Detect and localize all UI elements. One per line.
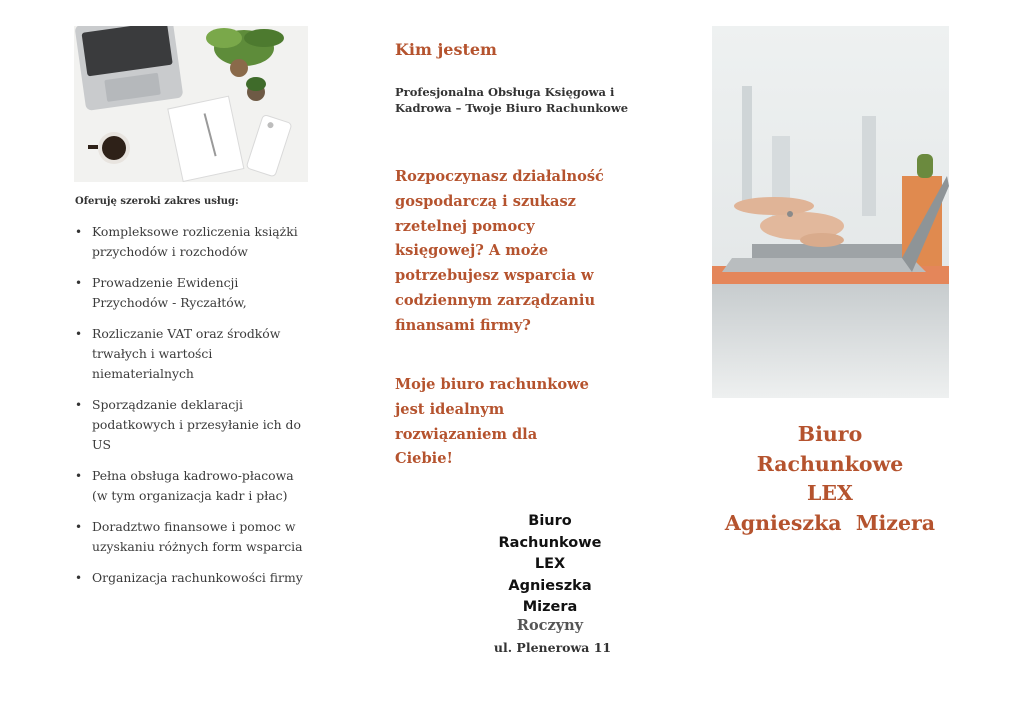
desk-illustration (74, 26, 308, 182)
services-heading: Oferuję szeroki zakres usług: (75, 196, 239, 207)
desk-photo (74, 26, 308, 182)
list-item: • Prowadzenie Ewidencji Przychodów - Ryczałtów, (75, 273, 305, 313)
list-item: • Pełna obsługa kadrowo-płacowa (w tym organizacja kadr i płac) (75, 466, 305, 506)
cover-title-line: LEX (807, 481, 853, 505)
office-street: ul. Plenerowa 11 (493, 640, 612, 655)
office-line: Agnieszka (508, 577, 592, 594)
laptop-photo (712, 26, 949, 398)
office-line: Biuro (528, 513, 572, 529)
cover-title-line: Biuro (797, 422, 863, 446)
list-item: • Kompleksowe rozliczenia książki przychodów i rozchodów (75, 222, 305, 262)
laptop-illustration (712, 26, 949, 398)
list-item: • Rozliczanie VAT oraz środków trwałych i wartości niematerialnych (75, 324, 305, 384)
about-subtitle: Profesjonalna Obsługa Księgowa i Kadrowa – Twoje Biuro Rachunkowe (395, 85, 629, 115)
list-item: • Sporządzanie deklaracji podatkowych i przesyłanie ich do US (75, 395, 305, 455)
intro-question: Rozpoczynasz działalność gospodarczą i szukasz rzetelnej pomocy księgowej? A może potrzebujesz wsparcia w codziennym zarządzaniu finansami firmy? (395, 168, 604, 334)
cover-title-line: Rachunkowe (756, 451, 904, 476)
cover-title-line: Agnieszka Mizera (724, 510, 936, 535)
services-list (75, 222, 305, 599)
list-item: • Organizacja rachunkowości firmy (75, 568, 305, 588)
office-line: Rachunkowe (498, 534, 602, 551)
about-heading: Kim jestem (395, 40, 497, 59)
office-line: LEX (534, 556, 566, 572)
office-line: Mizera (522, 599, 578, 615)
intro-answer: Moje biuro rachunkowe jest idealnym rozwiązaniem dla Ciebie! (395, 376, 589, 468)
office-city: Roczyny (516, 617, 584, 634)
cover-title (700, 420, 960, 538)
list-item: • Doradztwo finansowe i pomoc w uzyskaniu różnych form wsparcia (75, 517, 305, 557)
office-name-block (470, 511, 630, 619)
